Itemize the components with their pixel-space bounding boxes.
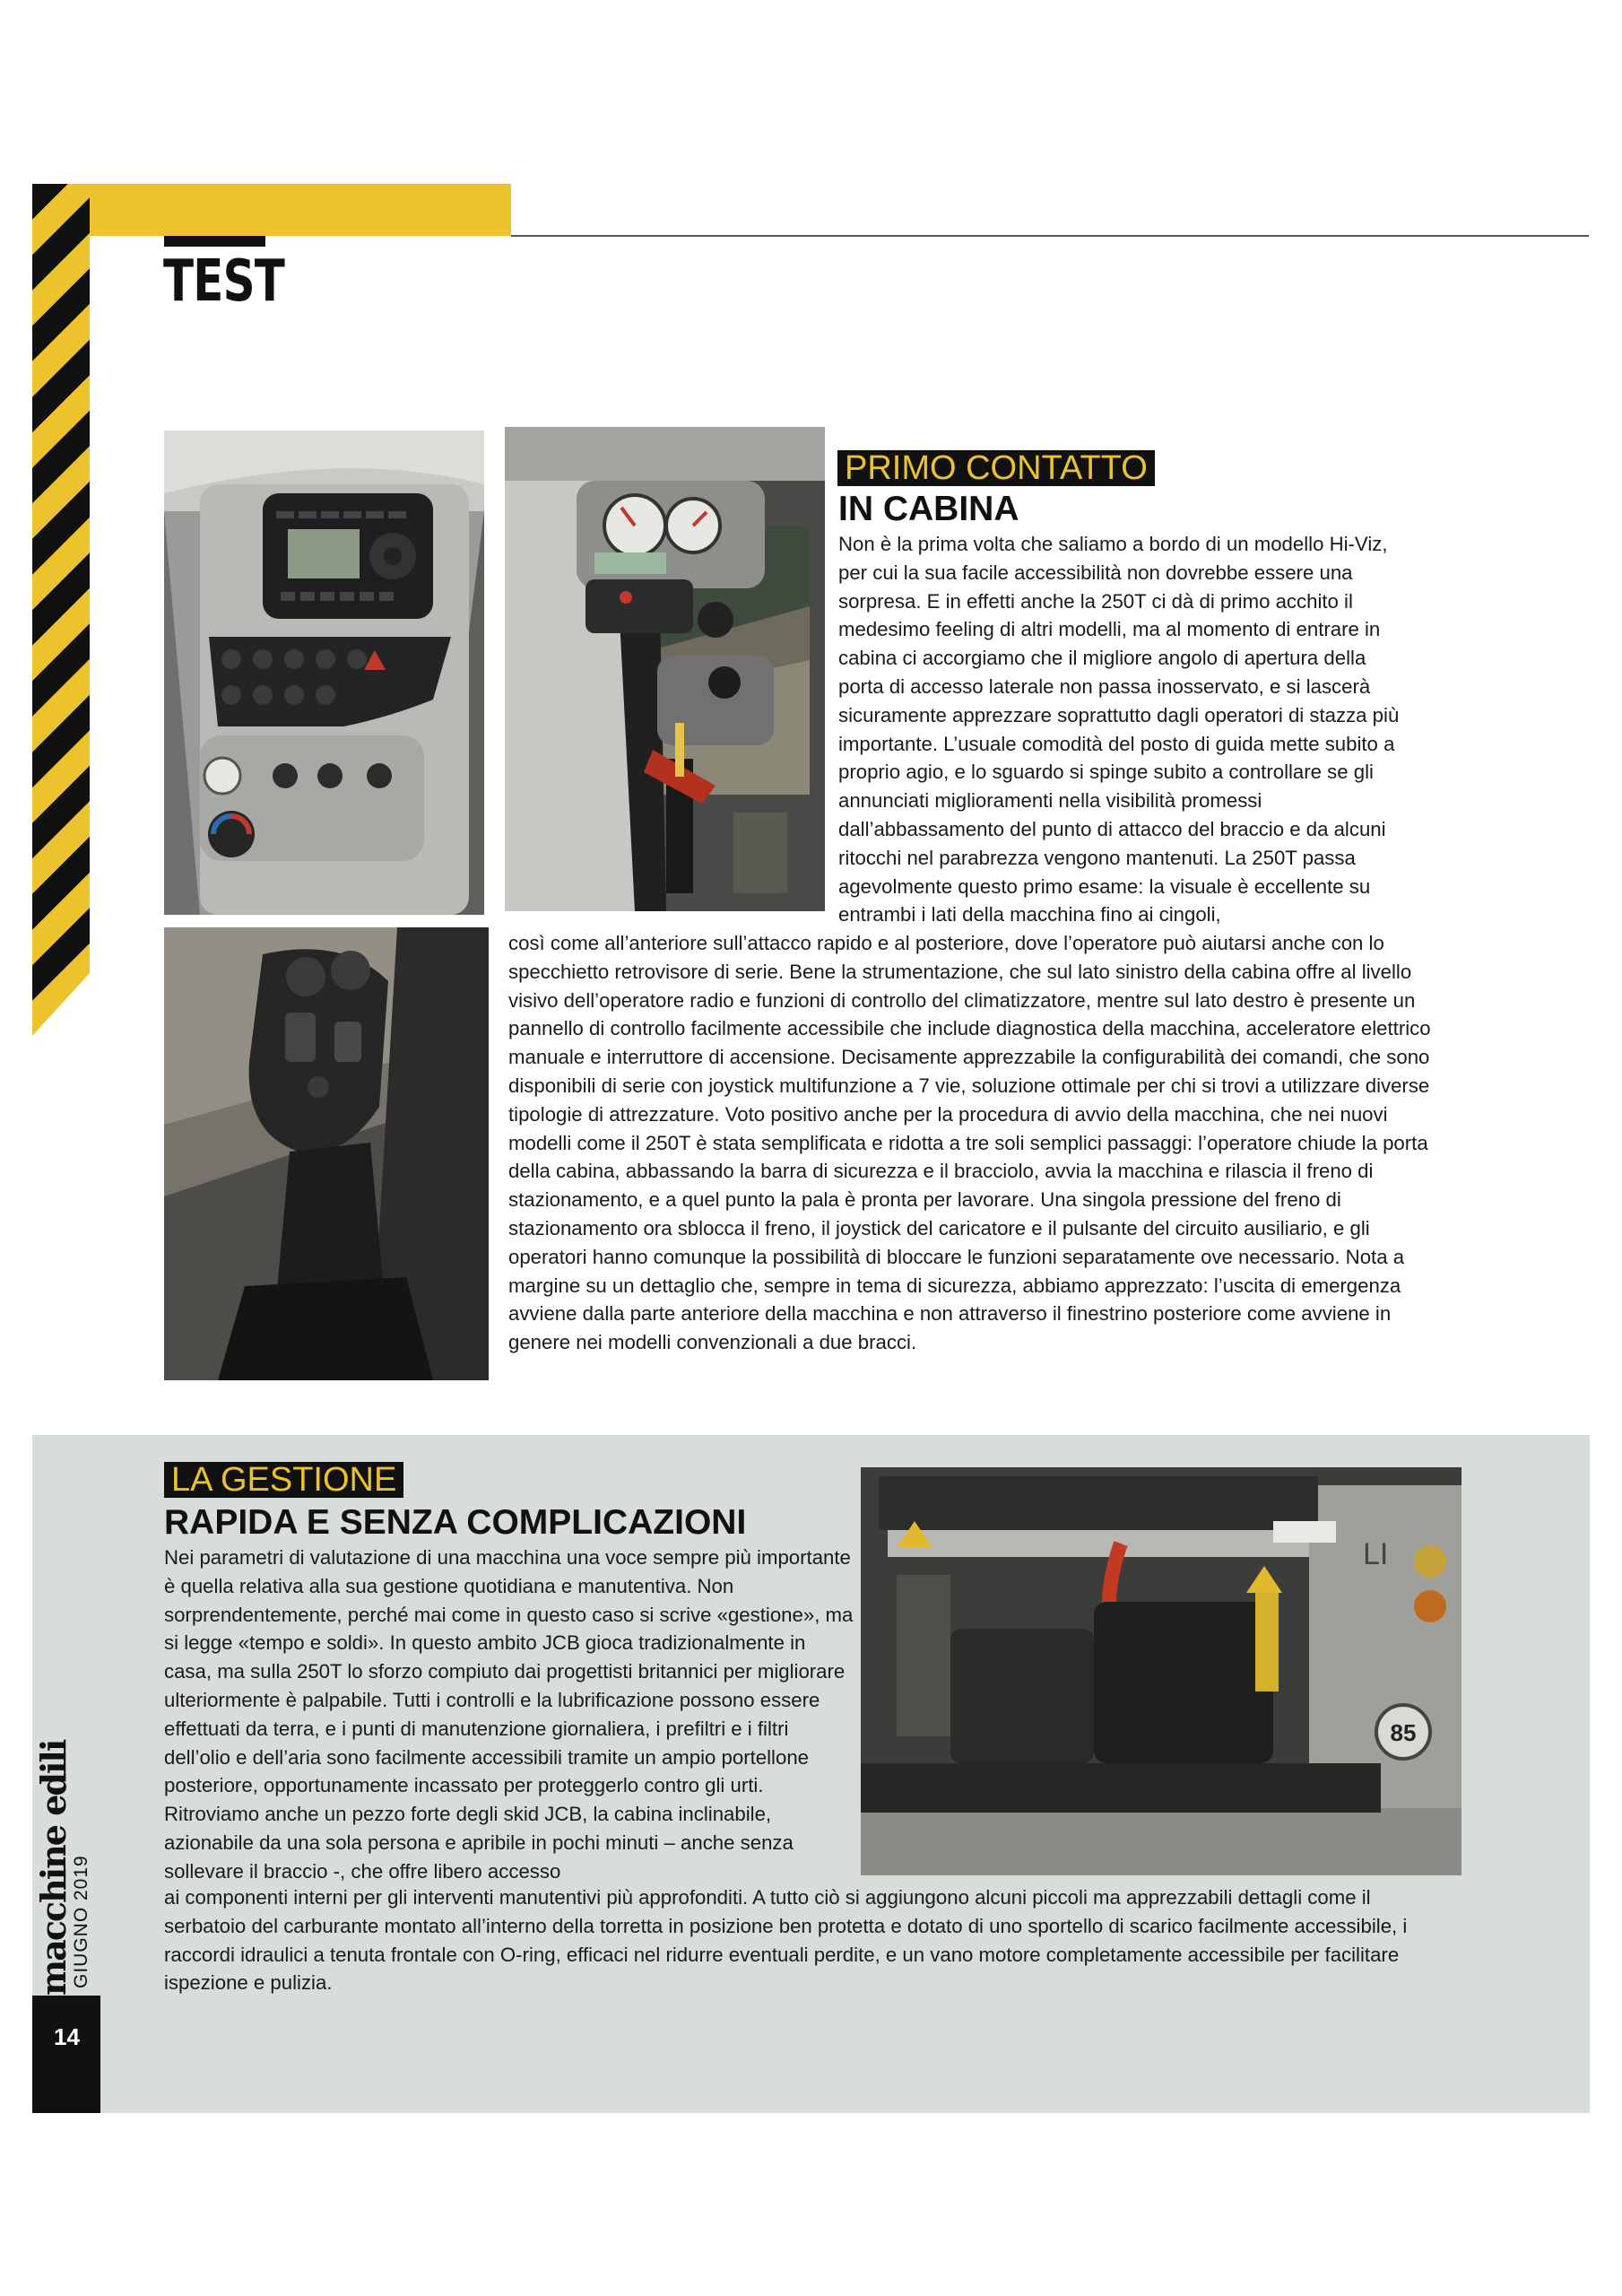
photo-joystick <box>164 927 489 1380</box>
article2-body-part2: ai componenti interni per gli interventi manutentivi più approfonditi. A tutto ciò si aggiungono alcuni piccoli ma apprezzabili dettagli come il serbatoio del carburante montato all’interno della torretta in posizione ben protetta e dotato di uno sportello di scarico facilmente accessibile, i raccordi idraulici a tenuta frontale con O-ring, efficaci nel ridurre eventuali perdite, e un vano motore completamente accessibile per facilitare ispezione e pulizia. <box>164 1886 1408 1995</box>
article2-kicker: LA GESTIONE <box>164 1462 403 1498</box>
section-tab <box>164 236 265 247</box>
engine-badge-number: 85 <box>1390 1719 1417 1746</box>
article1-kicker: PRIMO CONTATTO <box>837 450 1155 486</box>
hazard-stripe <box>32 184 90 1036</box>
photo-cab-dashboard <box>505 427 825 911</box>
article1-body-part2: così come all’anteriore sull’attacco rapido e al posteriore, dove l’operatore può aiutarsi anche con lo specchietto retrovisore di serie. Bene la strumentazione, che sul lato sinistro della cabina offre al livello visivo dell’operatore radio e funzioni di controllo del climatizzatore, mentre sul lato destro è presente un pannello di controllo facilmente accessibile che include diagnostica della macchina, acceleratore elettrico manuale e interruttore di accensione. Decisamente apprezzabile la configurabilità dei comandi, che sono disponibili di serie con joystick multifunzione a 7 vie, soluzione ottimale per chi si trovi a utilizzare diverse tipologie di attrezzature. Voto positivo anche per la procedura di avvio della macchina, che nei nuovi modelli come il 250T è stata semplificata e ridotta a tre soli semplici passaggi: l’operatore chiude la porta della cabina, abbassando la barra di sicurezza e il bracciolo, avvia la macchina e rilascia il freno di stazionamento, e a quel punto la pala è pronta per lavorare. Una singola pressione del freno di stazionamento ora sblocca il freno, il joystick del caricatore e il pulsante del circuito ausiliario, e gli operatori hanno comunque la possibilità di bloccare le funzioni separatamente ove necessario. Nota a margine su un dettaglio che, sempre in tema di sicurezza, abbiamo apprezzato: l’uscita di emergenza avviene dalla parte anteriore della macchina e non attraverso il finestrino posteriore come avviene in genere nei modelli convenzionali a due bracci. <box>508 932 1431 1354</box>
article1-body-part1: Non è la prima volta che saliamo a bordo di un modello Hi-Viz, per cui la sua facile accessibilità non dovrebbe essere una sorpresa. E in effetti anche la 250T ci dà di primo acchito il medesimo feeling di altri modelli, ma al momento di entrare in cabina ci accorgiamo che il migliore angolo di apertura della porta di accesso laterale non passa inosservato, e si lascerà sicuramente apprezzare soprattutto dagli operatori di stazza più importante. L’usuale comodità del posto di guida mette subito a proprio agio, e lo sguardo si spinge subito a controllare se gli annunciati miglioramenti nella visibilità promessi dall’abbassamento del punto di attacco del braccio e da alcuni ritocchi nel parabrezza vengono mantenuti. La 250T passa agevolmente questo primo esame: la visuale è eccellente su entrambi i lati della macchina fino ai cingoli, <box>838 533 1400 926</box>
magazine-name: macchine edili <box>33 1740 74 1996</box>
folio-block <box>32 1996 100 2113</box>
header-yellow-bar <box>90 184 511 236</box>
issue-date: GIUGNO 2019 <box>71 1855 91 1988</box>
photo-cab-radio-panel <box>164 430 484 915</box>
article1-title: IN CABINA <box>838 490 1019 528</box>
header-white-inset <box>90 236 166 1036</box>
photo-engine-bay <box>861 1467 1462 1875</box>
page-number: 14 <box>54 2023 80 2050</box>
engine-panel-label: LI <box>1363 1537 1389 1571</box>
article2-title: RAPIDA E SENZA COMPLICAZIONI <box>164 1503 747 1542</box>
magazine-logo <box>33 1740 91 1996</box>
header-rule <box>511 235 1589 237</box>
section-label: TEST <box>163 248 285 315</box>
article2-body-part1: Nei parametri di valutazione di una macchina una voce sempre più importante è quella relativa alla sua gestione quotidiana e manutentiva. Non sorprendentemente, perché mai come in questo caso si scrive «gestione», ma si legge «tempo e soldi». In questo ambito JCB gioca tradizionalmente in casa, ma sulla 250T lo sforzo compiuto dai progettisti britannici per migliorare ulteriormente è palpabile. Tutti i controlli e la lubrificazione possono essere effettuati da terra, e i punti di manutenzione giornaliera, i prefiltri e i filtri dell’olio e dell’aria sono facilmente accessibili tramite un ampio portellone posteriore, opportunamente incassato per proteggerlo contro gli urti. Ritroviamo anche un pezzo forte degli skid JCB, la cabina inclinabile, azionabile da una sola persona e apribile in pochi minuti – anche senza sollevare il braccio -, che offre libero accesso <box>164 1546 854 1883</box>
